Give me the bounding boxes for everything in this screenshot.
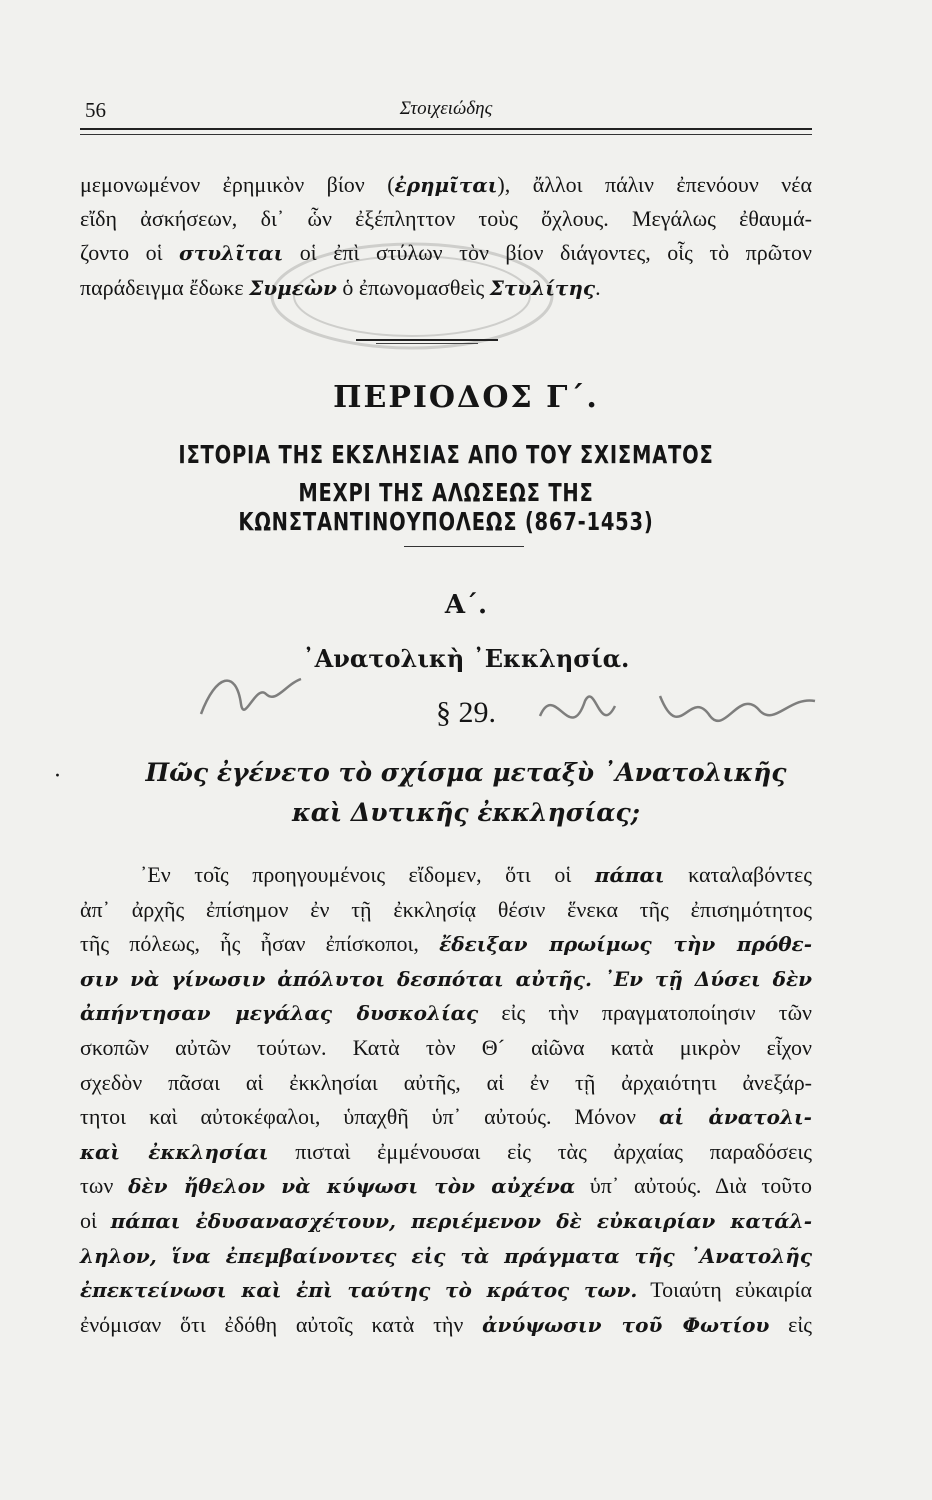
text-run: οἱ ἐπὶ στύλων τὸν βίον διάγοντες, οἷς τὸ πρῶτον xyxy=(283,240,812,266)
running-title: Στοιχειώδης xyxy=(399,98,493,119)
text-line xyxy=(80,1066,812,1101)
text-line xyxy=(80,1273,812,1308)
period-title: ΠΕΡΙΟΔΟΣ Γ΄. xyxy=(333,380,599,415)
page-number: 56 xyxy=(85,98,106,122)
text-line xyxy=(80,1135,812,1170)
emphasized-text: σιν νὰ γίνωσιν ἀπόλυτοι δεσπόται αὐτῆς. ᾿Εν τῇ Δύσει δὲν xyxy=(80,966,812,991)
text-run: ἐνόμισαν ὅτι ἐδόθη αὐτοῖς κατὰ τὴν xyxy=(80,1311,483,1337)
text-line xyxy=(80,996,812,1031)
text-run: σχεδὸν πᾶσαι αἱ ἐκκλησίαι αὐτῆς, αἱ ἐν τῇ ἀρχαιότητι ἀνεξάρ- xyxy=(80,1069,812,1095)
text-line xyxy=(80,1204,812,1239)
emphasized-text: ἐπεκτείνωσι καὶ ἐπὶ ταύτης τὸ κράτος των. xyxy=(80,1278,638,1303)
period-subtitle-line-2: ΜΕΧΡΙ ΤΗΣ ΑΛΩΣΕΩΣ ΤΗΣ ΚΩΝΣΤΑΝΤΙΝΟΥΠΟΛΕΩΣ (867-1453) xyxy=(238,478,654,536)
text-line xyxy=(80,893,812,928)
main-paragraph xyxy=(80,858,812,1342)
emphasized-text: πάπαι ἐδυσανασχέτουν, περιέμενον δὲ εὐκαιρίαν κατάλ- xyxy=(110,1208,812,1233)
section-divider xyxy=(404,546,524,547)
text-run: . xyxy=(595,274,601,300)
text-line xyxy=(80,1308,812,1343)
emphasized-text: στυλῖται xyxy=(178,241,284,266)
emphasized-text: ἀπήντησαν μεγάλας δυσκολίας xyxy=(80,1001,479,1026)
text-run: ᾿Εν τοῖς προηγουμένοις εἴδομεν, ὅτι οἱ xyxy=(140,862,595,887)
text-run: ὁ ἐπωνομασθεὶς xyxy=(336,274,490,300)
text-run: παράδειγμα ἔδωκε xyxy=(80,274,250,300)
emphasized-text: ἀνύψωσιν τοῦ Φωτίου xyxy=(482,1312,770,1337)
text-line xyxy=(80,1031,812,1066)
emphasized-text: Στυλίτης xyxy=(489,275,596,300)
decorative-divider xyxy=(356,339,498,347)
margin-dot: · xyxy=(54,764,61,789)
text-run: καταλαβόντες xyxy=(664,862,812,887)
section-name: ᾿Ανατολικὴ ᾿Εκκλησία. xyxy=(302,644,630,673)
text-run: τῆς πόλεως, ἧς ἦσαν ἐπίσκοποι, xyxy=(80,931,440,957)
text-line xyxy=(80,1169,812,1204)
text-line xyxy=(80,202,812,236)
text-line xyxy=(80,1239,812,1274)
text-run: σκοπῶν αὐτῶν τούτων. Κατὰ τὸν Θ´ αἰῶνα κατὰ μικρὸν εἶχον xyxy=(80,1034,812,1060)
text-run: ), ἄλλοι πάλιν ἐπενόουν νέα xyxy=(497,172,812,197)
text-run: εἴδη ἀσκήσεων, δι᾽ ὧν ἐξέπληττον τοὺς ὄχλους. Μεγάλως ἐθαυμά- xyxy=(80,206,812,232)
text-line xyxy=(80,858,812,893)
emphasized-text: Συμεὼν xyxy=(249,275,337,300)
text-run: τητοι καὶ αὐτοκέφαλοι, ὑπαχθῆ ὑπ᾽ αὐτούς. Μόνον xyxy=(80,1104,659,1130)
period-subtitle-line-1: ΙΣΤΟΡΙΑ ΤΗΣ ΕΚΣΛΗΣΙΑΣ ΑΠΟ ΤΟΥ ΣΧΙΣΜΑΤΟΣ xyxy=(178,440,714,469)
section-letter: Α΄. xyxy=(444,590,488,620)
text-run: οἱ xyxy=(80,1207,111,1233)
header-rule xyxy=(80,128,812,135)
text-run: ἀπ᾽ ἀρχῆς ἐπίσημον ἐν τῇ ἐκκλησίᾳ θέσιν ἕνεκα τῆς ἐπισημότητος xyxy=(80,896,812,922)
page-header xyxy=(80,96,812,126)
text-line xyxy=(80,168,812,202)
text-line xyxy=(80,962,812,997)
text-line xyxy=(80,927,812,962)
emphasized-text: πάπαι xyxy=(594,863,665,887)
paragraph-number: § 29. xyxy=(436,696,496,729)
text-run: ζοντο οἱ xyxy=(80,240,179,266)
emphasized-text: ληλον, ἵνα ἐπεμβαίνοντες εἰς τὰ πράγματα τῆς ᾿Ανατολῆς xyxy=(80,1243,812,1268)
text-run: Τοιαύτη εὐκαιρία xyxy=(637,1277,812,1303)
emphasized-text: ἐρημῖται xyxy=(394,173,498,197)
text-line xyxy=(80,271,812,305)
section-heading-line-1: Πῶς ἐγένετο τὸ σχίσμα μεταξὺ ᾿Ανατολικῆς xyxy=(145,758,787,787)
section-heading-line-2: καὶ Δυτικῆς ἐκκλησίας; xyxy=(292,798,640,827)
text-run: εἰς τὴν πραγματοποίησιν τῶν xyxy=(478,1000,813,1026)
text-run: εἰς xyxy=(769,1311,813,1337)
emphasized-text: καὶ ἐκκλησίαι xyxy=(80,1139,269,1164)
text-line xyxy=(80,1100,812,1135)
text-run: μεμονωμένον ἐρημικὸν βίον ( xyxy=(80,172,395,197)
text-run: πισταὶ ἐμμένουσαι εἰς τὰς ἀρχαίας παραδόσεις xyxy=(268,1138,812,1164)
top-paragraph xyxy=(80,168,812,305)
text-line xyxy=(80,236,812,270)
text-run: ὑπ᾽ αὐτούς. Διὰ τοῦτο xyxy=(575,1173,812,1199)
emphasized-text: αἱ ἀνατολι- xyxy=(658,1105,812,1130)
emphasized-text: ἔδειξαν πρωίμως τὴν πρόθε- xyxy=(439,932,812,957)
text-run: των xyxy=(80,1173,129,1199)
emphasized-text: δὲν ἤθελον νὰ κύψωσι τὸν αὐχένα xyxy=(128,1174,576,1199)
